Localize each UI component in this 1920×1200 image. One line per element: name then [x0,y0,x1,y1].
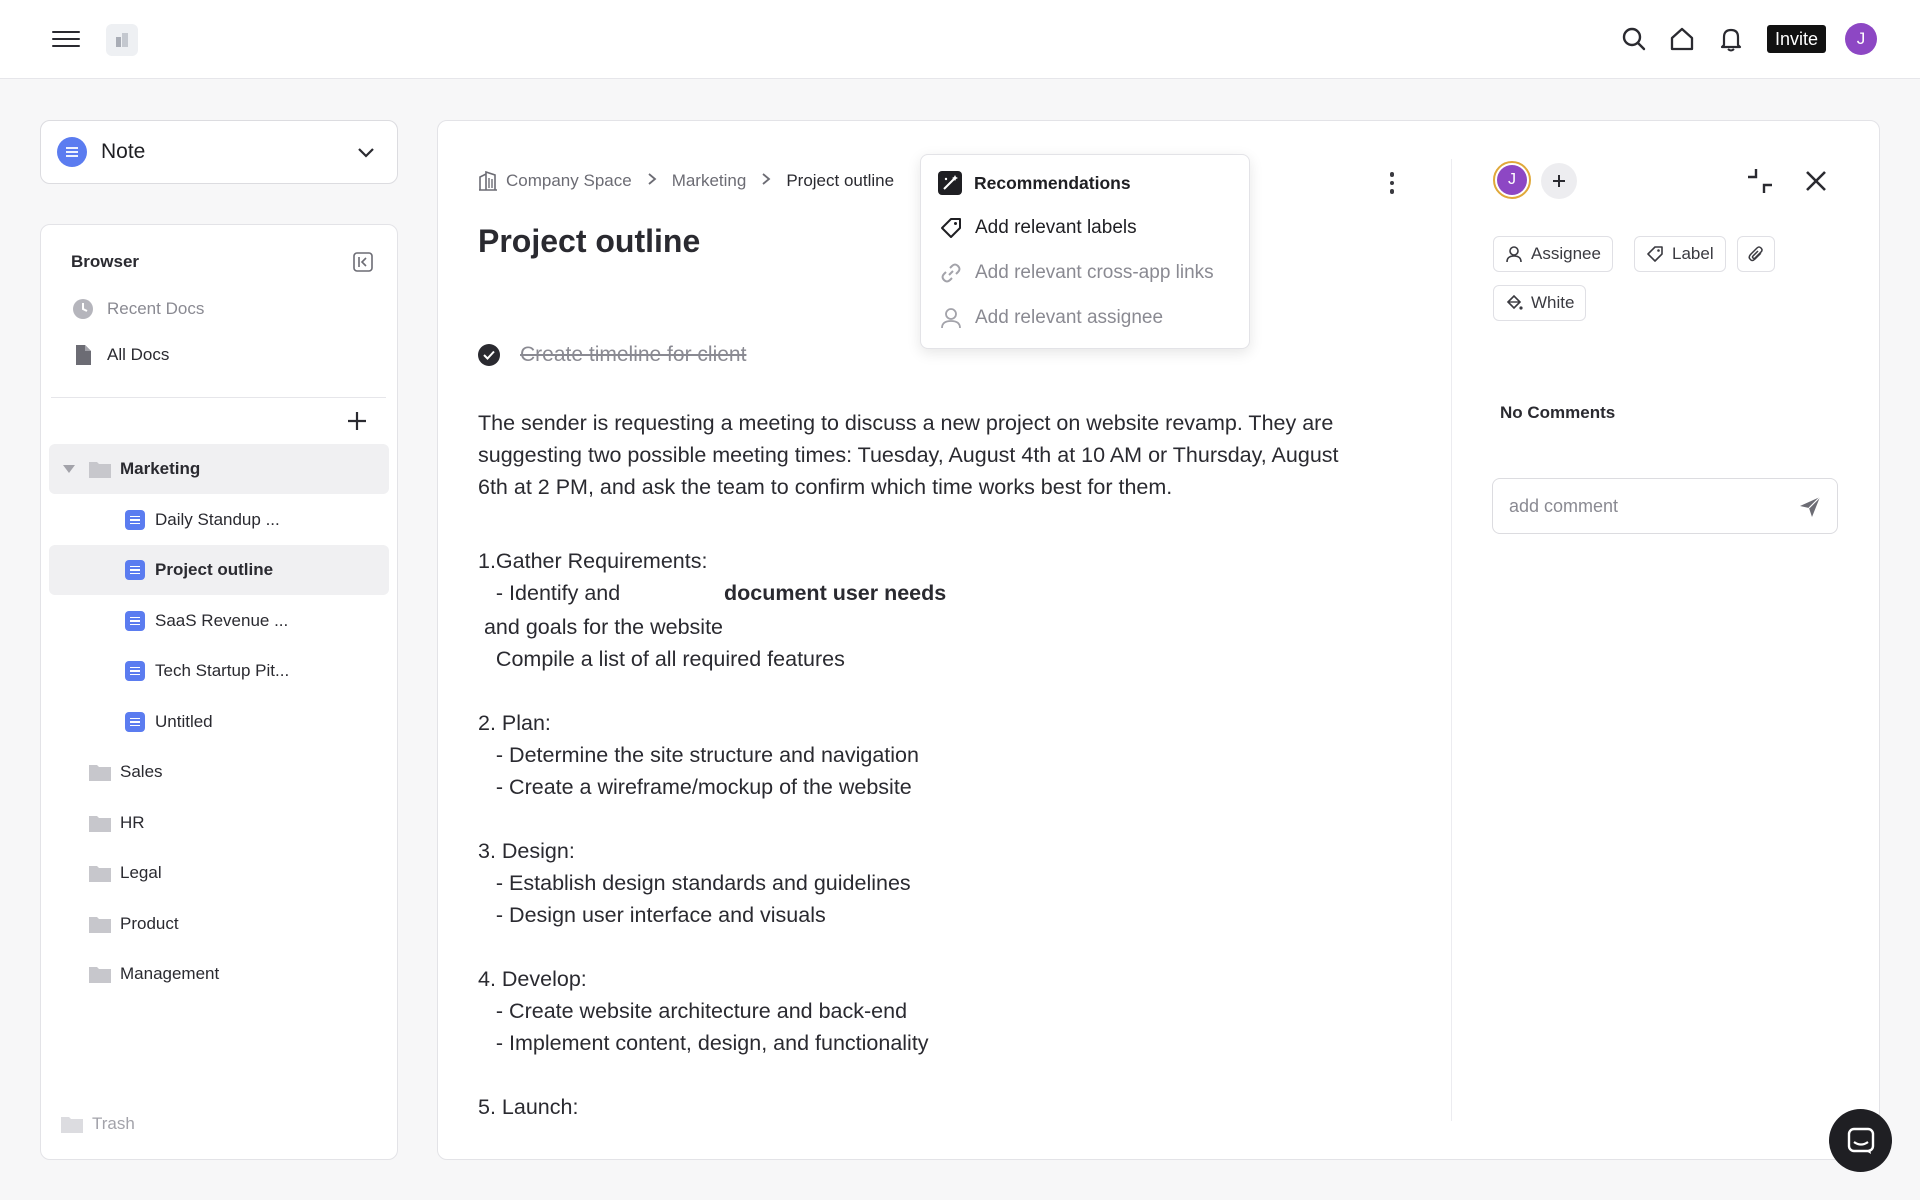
check-circle-icon[interactable] [478,344,500,366]
more-options-icon[interactable] [1381,169,1403,197]
todo-item[interactable] [478,343,746,367]
folder-icon [89,965,111,983]
doc-icon [125,510,145,530]
no-comments-text: No Comments [1500,403,1616,422]
doc-icon [125,712,145,732]
breadcrumb-item[interactable]: Marketing [671,171,747,190]
folder-label: Sales [120,762,163,781]
clock-icon [71,297,95,321]
paragraph-line[interactable]: The sender is requesting a meeting to discuss a new project on website revamp. They are [478,411,1334,435]
paint-bucket-icon [1505,294,1523,312]
nav-recent-docs[interactable] [71,291,204,327]
doc-label: SaaS Revenue ... [155,611,289,630]
avatar: J [1497,165,1527,195]
doc-label: Daily Standup ... [155,510,280,529]
list-line[interactable]: - Identify and [478,581,621,605]
column-divider [1451,159,1452,1121]
folder-icon [89,763,111,781]
folder-icon [89,460,111,478]
chip-label: Assignee [1531,244,1601,263]
folder-item[interactable] [49,949,389,999]
section-heading[interactable]: 1.Gather Requirements: [478,549,708,573]
section-heading[interactable]: 2. Plan: [478,711,551,735]
folder-icon [89,864,111,882]
bold-text[interactable]: document user needs [724,581,947,605]
nav-label: All Docs [107,345,170,364]
recommendations-menu [920,154,1250,349]
doc-label: Project outline [155,560,274,579]
list-line[interactable]: - Create a wireframe/mockup of the website [478,775,912,799]
comment-box [1492,478,1838,534]
doc-icon [125,661,145,681]
minimize-icon[interactable] [1744,165,1776,197]
folder-label: Marketing [120,459,201,478]
doc-label: Tech Startup Pit... [155,661,290,680]
note-icon [57,137,87,167]
trash-item[interactable] [49,1099,389,1149]
add-collaborator-button[interactable] [1541,163,1577,199]
close-icon[interactable] [1800,165,1832,197]
top-bar [0,0,1920,79]
section-heading[interactable]: 5. Launch: [478,1095,579,1119]
menu-item-add-labels[interactable] [939,212,1137,244]
menu-item-label: Add relevant cross-app links [975,262,1214,283]
menu-icon[interactable] [52,26,80,52]
breadcrumb-current[interactable]: Project outline [786,171,895,190]
send-icon[interactable] [1797,494,1823,520]
list-line[interactable]: Compile a list of all required features [478,647,845,671]
tag-icon [939,216,963,240]
collaborator-avatar[interactable] [1493,161,1531,199]
breadcrumb-item[interactable]: Company Space [506,171,632,190]
chat-launcher-button[interactable] [1829,1109,1892,1172]
menu-item-label: Add relevant assignee [975,307,1164,328]
folder-label: Legal [120,863,162,882]
doc-item-active[interactable] [49,545,389,595]
person-icon [939,306,963,330]
magic-wand-icon [938,171,962,195]
tag-icon [1646,245,1664,263]
list-line[interactable]: - Establish design standards and guidelines [478,871,911,895]
home-icon[interactable] [1665,22,1699,56]
menu-item-add-assignee[interactable] [939,302,1163,334]
add-folder-button[interactable] [343,407,371,435]
doc-item[interactable] [49,596,389,646]
browser-panel [40,224,398,1160]
folder-item[interactable] [49,747,389,797]
folder-item[interactable] [49,798,389,848]
doc-item[interactable] [49,495,389,545]
search-icon[interactable] [1617,22,1651,56]
chevron-down-icon [355,141,377,163]
page-title[interactable]: Project outline [478,223,701,259]
doc-item[interactable] [49,646,389,696]
folder-label: Management [120,964,220,983]
list-line[interactable]: - Implement content, design, and functionality [478,1031,929,1055]
chevron-right-icon [646,171,658,191]
folder-item[interactable] [49,848,389,898]
invite-button[interactable]: Invite [1767,25,1826,53]
caret-down-icon [63,464,75,474]
folder-icon [89,915,111,933]
building-icon [478,171,498,191]
attach-button[interactable] [1737,236,1775,272]
folder-label: Product [120,914,179,933]
nav-label: Recent Docs [107,299,205,318]
paragraph-line[interactable]: suggesting two possible meeting times: Tuesday, August 4th at 10 AM or Thursday, August [478,443,1339,467]
todo-text: Create timeline for client [520,343,747,366]
menu-header-label: Recommendations [974,172,1131,193]
workspace-logo[interactable] [106,24,138,56]
section-heading[interactable]: 3. Design: [478,839,575,863]
doc-item[interactable] [49,697,389,747]
chat-icon [1846,1126,1876,1156]
menu-item-label: Add relevant labels [975,217,1137,238]
breadcrumb [478,171,894,191]
list-line[interactable]: - Determine the site structure and navigation [478,743,919,767]
chip-label: Label [1672,244,1714,263]
folder-marketing[interactable] [49,444,389,494]
color-button[interactable] [1493,285,1586,321]
trash-folder-icon [61,1115,83,1133]
folder-item[interactable] [49,899,389,949]
doc-type-select[interactable] [40,120,398,184]
divider [51,397,386,398]
list-line[interactable]: - Create website architecture and back-end [478,999,908,1023]
trash-label: Trash [92,1114,135,1133]
menu-header [938,167,1131,199]
collapse-sidebar-icon[interactable] [352,251,374,273]
folder-icon [89,814,111,832]
label-button[interactable] [1634,236,1726,272]
chevron-right-icon [760,171,772,191]
comment-input[interactable] [1509,496,1779,517]
doc-label: Untitled [155,712,213,731]
folder-label: HR [120,813,145,832]
doc-icon [125,611,145,631]
person-icon [1505,245,1523,263]
chip-label: White [1531,293,1575,312]
list-line[interactable]: and goals for the website [478,615,724,639]
section-heading[interactable]: 4. Develop: [478,967,587,991]
list-line[interactable]: - Design user interface and visuals [478,903,826,927]
doc-type-value: Note [101,140,146,163]
doc-icon [125,560,145,580]
menu-item-add-links[interactable] [939,257,1214,289]
bell-icon[interactable] [1714,22,1748,56]
user-avatar[interactable]: J [1845,23,1877,55]
paragraph-line[interactable]: 6th at 2 PM, and ask the team to confirm which time works best for them. [478,475,1173,499]
link-icon [939,261,963,285]
nav-all-docs[interactable] [71,337,169,373]
file-icon [71,343,95,367]
paperclip-icon [1747,245,1765,263]
browser-title: Browser [71,252,140,271]
assignee-button[interactable] [1493,236,1613,272]
